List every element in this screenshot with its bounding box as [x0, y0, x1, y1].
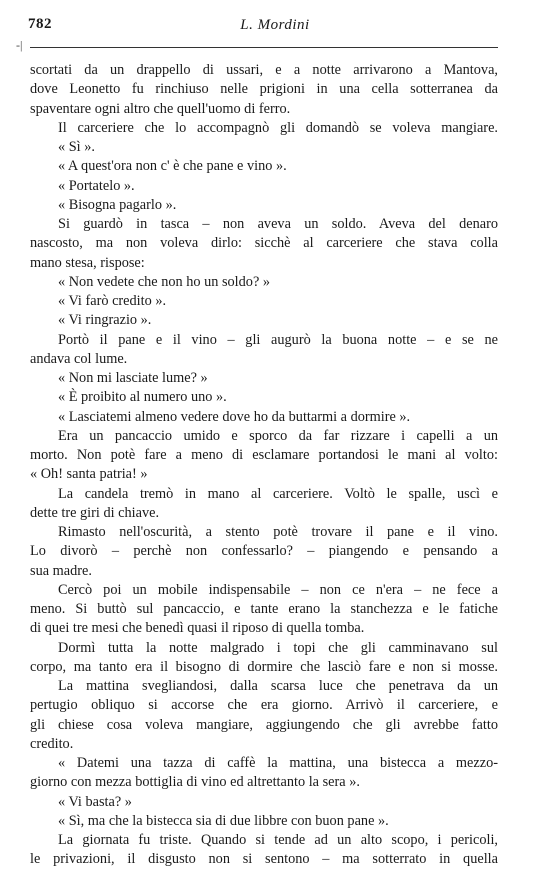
text-line: giorno con mezza bottiglia di vino ed altrettanto la sera ».	[30, 774, 360, 791]
text-line: Lo divorò – perchè non confessarlo? – piangendo e pensando a	[30, 543, 498, 560]
text-line: Dormì tutta la notte malgrado i topi che gli camminavano sul	[58, 639, 498, 656]
text-line: dette tre giri di chiave.	[30, 504, 160, 521]
text-line: La giornata fu triste. Quando si tende ad un alto scopo, i pericoli,	[58, 832, 498, 848]
text-line: « Lasciatemi almeno vedere dove ho da buttarmi a dormire ».	[58, 408, 411, 425]
header-rule	[30, 47, 498, 48]
text-line: mano stesa, rispose:	[30, 254, 145, 271]
text-line: le privazioni, il disgusto non si sentono – ma sotterrato in quella	[30, 851, 498, 868]
page-header	[0, 0, 550, 52]
text-line: « Bisogna pagarlo ».	[58, 196, 177, 213]
text-line: scortati da un drappello di ussari, e a notte arrivarono a Mantova,	[30, 62, 498, 78]
text-line: « È proibito al numero uno ».	[58, 389, 227, 406]
text-line: « Portatelo ».	[58, 177, 135, 194]
text-line: andava col lume.	[30, 350, 128, 367]
text-line: « Vi farò credito ».	[58, 293, 167, 309]
text-line: dove Leonetto fu rinchiuso nelle prigioni in una cella sotterranea da	[30, 81, 498, 98]
body-text	[30, 61, 498, 870]
text-line: « A quest'ora non c' è che pane e vino ».	[58, 158, 287, 175]
text-line: Cercò poi un mobile indispensabile – non ce n'era – ne fece a	[58, 581, 498, 598]
margin-mark: -|	[16, 38, 23, 52]
text-line: « Vi ringrazio ».	[58, 312, 152, 329]
text-line: credito.	[30, 735, 74, 752]
text-line: pertugio obliquo si accorse che era giorno. Arrivò il carceriere, e	[30, 697, 498, 714]
text-line: « Sì ».	[58, 139, 95, 155]
text-line: Portò il pane e il vino – gli augurò la buona notte – e se ne	[58, 331, 498, 348]
text-line: sua madre.	[30, 562, 92, 579]
text-line: La mattina svegliandosi, dalla scarsa luce che penetrava da un	[58, 678, 498, 694]
text-line: « Non mi lasciate lume? »	[58, 370, 208, 386]
text-line: morto. Non potè fare a meno di esclamare portandosi le mani al volto:	[30, 447, 498, 463]
text-line: Si guardò in tasca – non aveva un soldo. Aveva del denaro	[58, 216, 498, 232]
text-line: « Vi basta? »	[58, 793, 132, 810]
page-number: 782	[28, 16, 52, 32]
text-line: « Oh! santa patria! »	[30, 466, 148, 483]
text-line: corpo, ma tanto era il bisogno di dormire che lasciò fare e non si mosse.	[30, 658, 498, 675]
text-line: Il carceriere che lo accompagnò gli domandò se voleva mangiare.	[58, 119, 498, 136]
text-line: « Sì, ma che la bistecca sia di due libbre con buon pane ».	[58, 812, 389, 829]
text-line: meno. Si buttò sul pancaccio, e tante erano la stanchezza e le fatiche	[30, 601, 498, 617]
text-line: di quei tre mesi che benedì quasi il riposo di quella tomba.	[30, 620, 365, 637]
text-line: spaventare ogni altro che quell'uomo di ferro.	[30, 100, 291, 117]
text-line: « Datemi una tazza di caffè la mattina, una bistecca a mezzo-	[58, 755, 498, 771]
text-line: gli chiese cosa voleva mangiare, aggiungendo che gli avrebbe fatto	[30, 716, 498, 733]
running-head: L. Mordini	[240, 17, 310, 33]
text-line: nascosto, ma non voleva dirlo: sicchè al carceriere che stava colla	[30, 235, 498, 252]
text-line: Era un pancaccio umido e sporco da far rizzare i capelli a un	[58, 427, 498, 444]
text-line: La candela tremò in mano al carceriere. Voltò le spalle, uscì e	[58, 485, 498, 502]
text-line: « Non vedete che non ho un soldo? »	[58, 273, 271, 290]
text-line: Rimasto nell'oscurità, a stento potè trovare il pane e il vino.	[58, 524, 498, 540]
